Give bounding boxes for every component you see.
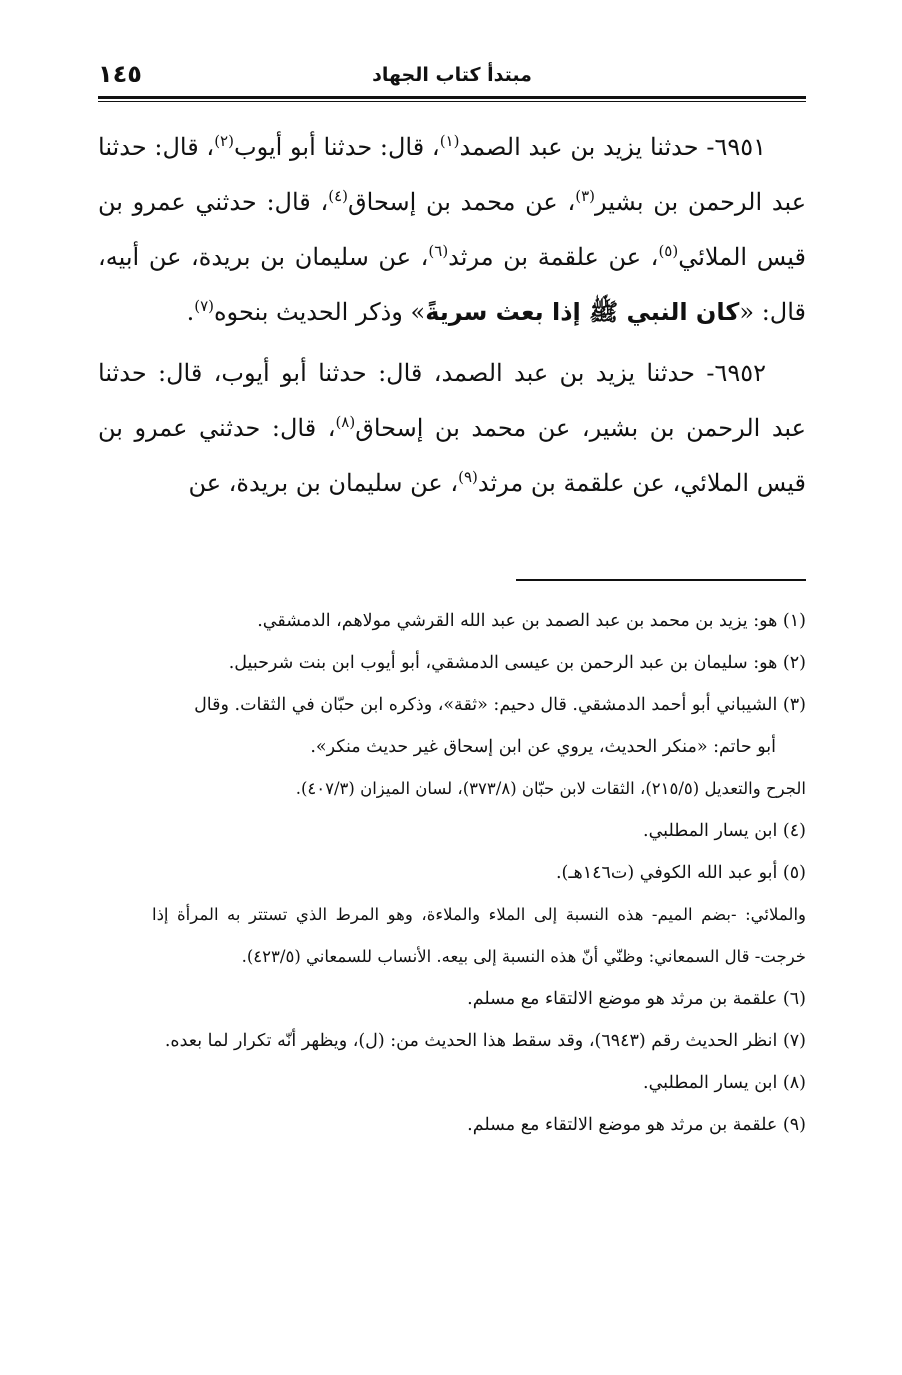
footnote-8: (٨) ابن يسار المطلبي. [643,1073,806,1093]
chapter-title: مبتدأ كتاب الجهاد [372,64,532,86]
footnote-7: (٧) انظر الحديث رقم (٦٩٤٣)، وقد سقط هذا الحديث من: (ل)، ويظهر أنّه تكرار لما بعده. [164,1031,806,1051]
footnote-1: (١) هو: يزيد بن محمد بن عبد الصمد بن عبد الله القرشي مولاهم، الدمشقي. [257,611,806,631]
footnote-ref-9: (٩) [458,468,478,486]
hadith-6952: ٦٩٥٢- حدثنا يزيد بن عبد الصمد، قال: حدثنا أبو أيوب، قال: حدثنا عبد الرحمن بن بشير، عن محمد بن إسحاق$^{(٨)}$، قال: حدثني عمرو بن قيس الملائي، عن علقمة بن مرثد$^{(٩)}$، عن سليمان بن بريدة، عن [98,359,806,497]
footnote-5-note: والملائي: -بضم الميم- هذه النسبة إلى الملاء والملاءة، وهو المرط الذي تستتر به المرأة إذا خرجت- قال السمعاني: وظنّي أنّ هذه النسبة إلى بيعه. الأنساب للسمعاني (٤٢٣/٥). [152,905,806,966]
footnote-6: (٦) علقمة بن مرثد هو موضع الالتقاء مع مسلم. [467,989,806,1009]
footnote-4: (٤) ابن يسار المطلبي. [643,821,806,841]
footnote-ref-7: (٧) [194,297,214,315]
page-number: ١٤٥ [98,60,142,88]
footnote-ref-5: (٥) [658,242,679,260]
footnote-3-continuation: أبو حاتم: «منكر الحديث، يروي عن ابن إسحاق غير حديث منكر». [310,737,776,757]
footnote-2: (٢) هو: سليمان بن عبد الرحمن بن عيسى الدمشقي، أبو أيوب ابن بنت شرحبيل. [228,653,806,673]
footnote-ref-2: (٢) [214,132,234,150]
hadith-6951: ٦٩٥١- حدثنا يزيد بن عبد الصمد$^{(١)}$، قال: حدثنا أبو أيوب$^{(٢)}$، قال: حدثنا عبد الرحمن بن بشير$^{(٣)}$، عن محمد بن إسحاق$^{(٤)}$، قال: حدثني عمرو بن قيس الملائي$^{(٥)}$، عن علقمة بن مرثد$^{(٦)}$، عن سليمان بن بريدة، عن أبيه، قال: «كان النبي ﷺ إذا بعث سريةً» وذكر الحديث بنحوه$^{(٧)}$. [98,132,807,326]
footnote-3: (٣) الشيباني أبو أحمد الدمشقي. قال دحيم: «ثقة»، وذكره ابن حبّان في الثقات. وقال [194,695,806,715]
footnotes [98,600,806,1146]
footnote-9: (٩) علقمة بن مرثد هو موضع الالتقاء مع مسلم. [467,1115,806,1135]
footnote-ref-4: (٤) [328,187,349,205]
footnote-3-references: الجرح والتعديل (٢١٥/٥)، الثقات لابن حبّان (٣٧٣/٨)، لسان الميزان (٤٠٧/٣). [295,779,806,798]
footnote-ref-1: (١) [439,132,460,150]
running-header [98,58,806,96]
footnote-ref-3: (٣) [575,187,595,205]
footnote-5: (٥) أبو عبد الله الكوفي (ت١٤٦هـ). [555,863,806,883]
main-text [98,120,806,511]
footnote-ref-6: (٦) [428,242,449,260]
hadith-matn: كان النبي ﷺ إذا بعث سريةً [425,298,740,326]
header-rule-thin [98,101,806,102]
footnote-ref-8: (٨) [335,413,356,431]
footnote-separator [516,579,806,581]
header-rule-thick [98,96,806,99]
